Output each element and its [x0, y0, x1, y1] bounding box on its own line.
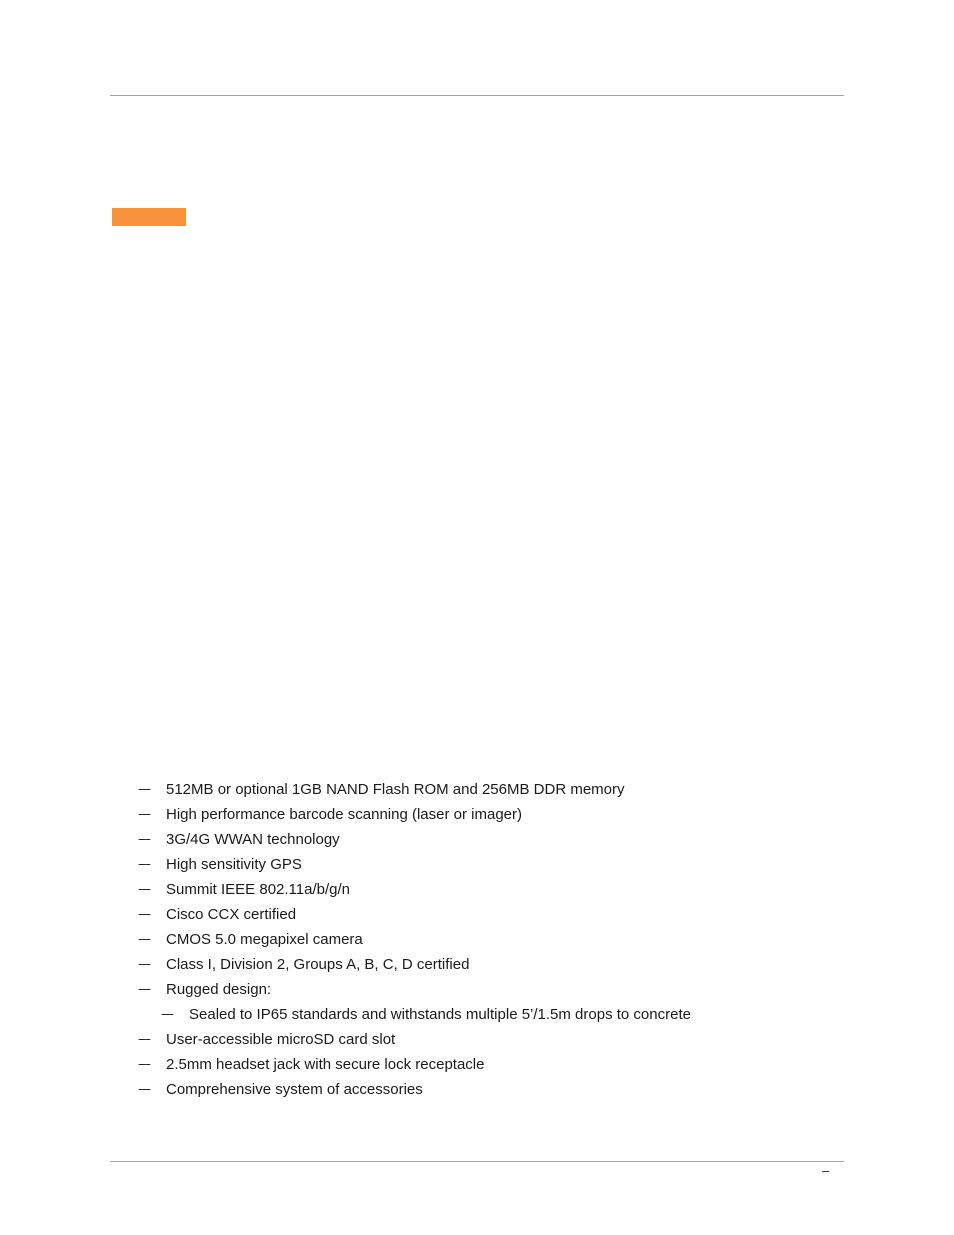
feature-text: 512MB or optional 1GB NAND Flash ROM and 256MB DDR memory	[166, 781, 625, 798]
header-rule	[110, 95, 844, 96]
dash-bullet-icon: —	[138, 1057, 151, 1072]
feature-subitem	[161, 1002, 838, 1027]
dash-bullet-icon: —	[138, 1082, 151, 1097]
dash-bullet-icon: —	[138, 982, 151, 997]
feature-text: User-accessible microSD card slot	[166, 1031, 396, 1048]
feature-item	[138, 877, 838, 902]
feature-text: High performance barcode scanning (laser or imager)	[166, 806, 523, 823]
feature-item	[138, 802, 838, 827]
feature-text: Summit IEEE 802.11a/b/g/n	[166, 881, 350, 898]
feature-item	[138, 1027, 838, 1052]
dash-bullet-icon: —	[138, 882, 151, 897]
feature-item	[138, 927, 838, 952]
dash-bullet-icon: —	[138, 907, 151, 922]
feature-item	[138, 827, 838, 852]
feature-item	[138, 1052, 838, 1077]
feature-item	[138, 777, 838, 802]
feature-text: CMOS 5.0 megapixel camera	[166, 931, 363, 948]
feature-text: Class I, Division 2, Groups A, B, C, D certified	[166, 956, 470, 973]
page-number: –	[822, 1163, 830, 1178]
feature-text: High sensitivity GPS	[166, 856, 302, 873]
footer-rule	[110, 1161, 844, 1162]
dash-bullet-icon: —	[161, 1007, 174, 1022]
feature-text: Comprehensive system of accessories	[166, 1081, 423, 1098]
dash-bullet-icon: —	[138, 1032, 151, 1047]
feature-text: 3G/4G WWAN technology	[166, 831, 340, 848]
dash-bullet-icon: —	[138, 807, 151, 822]
section-accent-bar	[112, 208, 186, 226]
dash-bullet-icon: —	[138, 782, 151, 797]
dash-bullet-icon: —	[138, 857, 151, 872]
feature-item	[138, 902, 838, 927]
feature-item	[138, 1077, 838, 1102]
feature-item	[138, 952, 838, 977]
feature-item	[138, 852, 838, 877]
dash-bullet-icon: —	[138, 932, 151, 947]
feature-item	[138, 977, 838, 1002]
feature-list	[138, 777, 838, 1102]
dash-bullet-icon: —	[138, 957, 151, 972]
dash-bullet-icon: —	[138, 832, 151, 847]
feature-text: Cisco CCX certified	[166, 906, 297, 923]
feature-text: Sealed to IP65 standards and withstands multiple 5’/1.5m drops to concrete	[189, 1006, 691, 1023]
feature-text: Rugged design:	[166, 981, 272, 998]
feature-text: 2.5mm headset jack with secure lock receptacle	[166, 1056, 485, 1073]
